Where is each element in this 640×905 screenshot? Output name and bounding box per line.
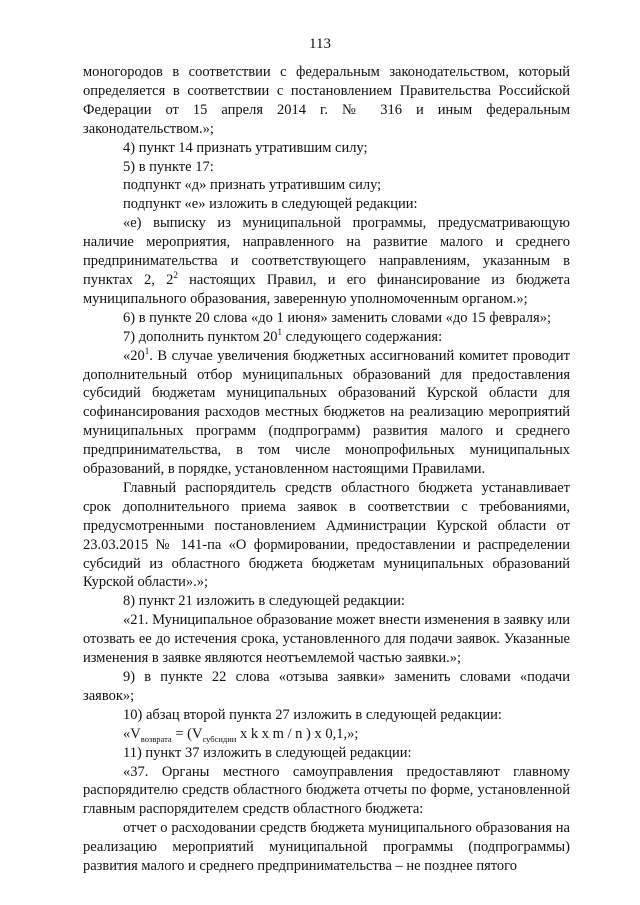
paragraph: 6) в пункте 20 слова «до 1 июня» заменить словами «до 15 февраля»; [123,309,551,326]
paragraph: подпункт «д» признать утратившим силу; [123,177,382,194]
paragraph: отчет о расходовании средств бюджета муниципального образования на реализацию мероприятий муниципальной программы (подпрограммы) развития малого и среднего предпринимательства – не позднее пятого [83,820,570,875]
text-run: x k x m / n ) x 0,1,»; [236,725,359,742]
paragraph [83,214,570,309]
paragraph: подпункт «е» изложить в следующей редакции: [123,196,418,213]
superscript: 2 [173,270,178,281]
text-run: настоящих Правил, и его финансирование из бюджета муниципального образования, заверенную уполномоченным органом.»; [83,271,571,307]
superscript: 1 [144,345,150,356]
paragraph [83,328,570,347]
formula [83,725,570,744]
document-body [83,63,570,876]
text-run: «V [123,725,141,742]
text-run: «е) выписку из муниципальной программы, предусматривающую наличие мероприятия, направленного на развитие малого и среднего предпринимательства и соответствующего направлениям, указанным в пунктах 2, 2 [83,215,570,288]
text-run: 7) дополнить пунктом 20 [123,328,278,345]
paragraph: 11) пункт 37 изложить в следующей редакции: [123,744,412,761]
page-number: 113 [309,36,331,52]
paragraph: 4) пункт 14 признать утратившим силу; [123,139,368,156]
paragraph: 5) в пункте 17: [123,158,214,175]
paragraph: «37. Органы местного самоуправления предоставляют главному распорядителю средств областного бюджета отчеты по форме, установленной главным распорядителем средств областного бюджета: [83,763,570,818]
superscript: 1 [277,326,283,337]
text-run: = (V [171,725,203,742]
paragraph: Главный распорядитель средств областного бюджета устанавливает срок дополнительного приема заявок в соответствии с требованиями, предусмотренными постановлением Администрации Курской области от 23.03.2015 № 141-па «О формировании, предоставлении и распределении субсидий из областного бюджета бюджетам муниципальных образований Курской области».»; [83,479,570,591]
subscript: субсидии [202,733,237,744]
text-run: следующего содержания: [282,328,443,345]
text-run: . В случае увеличения бюджетных ассигнований комитет проводит дополнительный отбор муниципальных образований для предоставления субсидий бюджетам муниципальных образований Курской области для софинансирования расходов местных бюджетов на реализацию мероприятий муниципальных программ (подпрограмм) развития малого и среднего предпринимательства, в том числе монопрофильных муниципальных образований, в порядке, установленном настоящими Правилами. [83,347,570,478]
paragraph [83,347,570,479]
text-run: «20 [123,347,145,364]
paragraph: 8) пункт 21 изложить в следующей редакции: [123,593,405,610]
paragraph: 9) в пункте 22 слова «отзыва заявки» заменить словами «подачи заявок»; [83,669,570,704]
subscript: возврата [140,733,172,744]
paragraph: моногородов в соответствии с федеральным законодательством, который определяется в соответствии с постановлением Правительства Российской Федерации от 15 апреля 2014 г. № 316 и иным федеральным законодательством.»; [83,64,570,137]
paragraph: 10) абзац второй пункта 27 изложить в следующей редакции: [123,706,502,723]
paragraph: «21. Муниципальное образование может внести изменения в заявку или отозвать ее до истечения срока, установленного для подачи заявок. Указанные изменения в заявке являются неотъемлемой частью заявки.»; [83,612,570,667]
